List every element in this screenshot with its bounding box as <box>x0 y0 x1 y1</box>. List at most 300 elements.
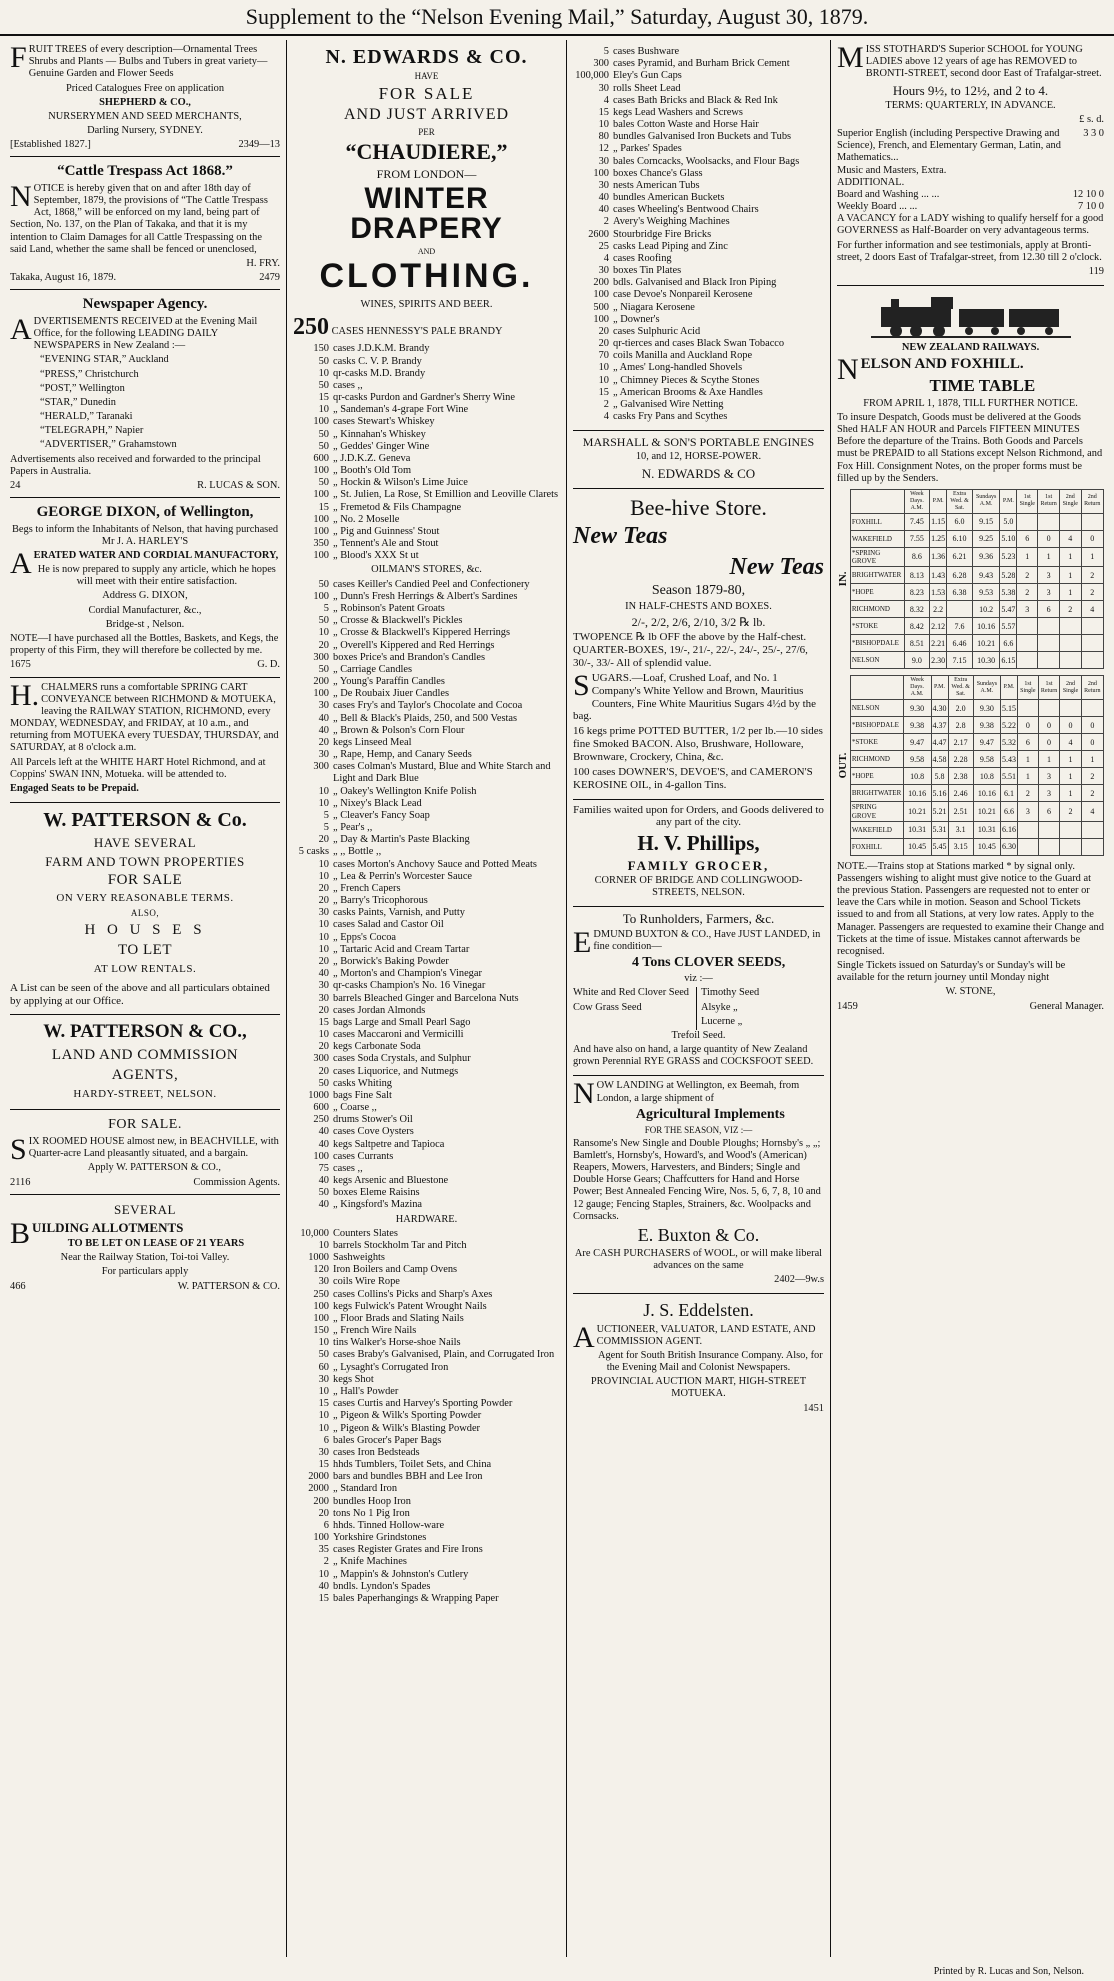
item-quantity: 50 <box>318 1349 329 1361</box>
time-cell <box>1038 821 1060 838</box>
locomotive-icon <box>871 293 1071 339</box>
item-text: „ Barry's Tricophorous <box>333 895 428 907</box>
ad-line: FROM LONDON— <box>376 166 477 181</box>
list-item <box>293 1264 560 1276</box>
list-item <box>293 627 560 639</box>
list-item <box>293 453 560 465</box>
ad-body: RUIT TREES of every description—Ornamental Trees Shrubs and Plants — Bulbs and Tubers in great variety—Genuine Garden and Flower Seeds <box>28 44 268 80</box>
item-quantity: 50 <box>318 578 329 590</box>
ad-line: H O U S E S <box>84 921 206 938</box>
time-cell: 6.21 <box>947 547 973 566</box>
list-item <box>293 550 560 562</box>
time-cell: 8.13 <box>904 567 929 584</box>
ad-line: 4 Tons CLOVER SEEDS, <box>632 954 786 970</box>
item-quantity: 10 <box>318 797 329 809</box>
time-cell: 1.36 <box>930 547 947 566</box>
list-item <box>293 1349 560 1361</box>
ad-terms: TERMS: QUARTERLY, IN ADVANCE. <box>885 99 1056 111</box>
time-cell: 1.43 <box>930 567 947 584</box>
item-quantity: 100 <box>313 688 329 700</box>
ad-body: 16 kegs prime POTTED BUTTER, 1/2 per lb.—10 sides fine Smoked BACON. Also, Brushware, Holloware, Brownware, Crockery, China, &c. <box>573 725 823 763</box>
item-text: cases Salad and Castor Oil <box>333 919 444 931</box>
time-cell: 0 <box>1081 717 1103 734</box>
item-quantity: 10 <box>318 858 329 870</box>
fee-amount: 12 10 0 <box>1072 188 1104 200</box>
item-quantity: 5 <box>323 603 329 614</box>
time-cell: 3 <box>1038 768 1060 785</box>
item-quantity: 40 <box>598 204 609 216</box>
time-cell: 1 <box>1081 751 1103 768</box>
station-name: *HOPE <box>850 768 903 785</box>
item-text: qr-casks M.D. Brandy <box>333 367 426 379</box>
item-quantity: 15 <box>318 1016 329 1028</box>
column-4 <box>831 40 1110 1957</box>
item-quantity: 80 <box>598 131 609 143</box>
time-cell <box>1017 618 1038 635</box>
list-item <box>573 338 824 350</box>
ad-head: ERATED WATER AND CORDIAL MANUFACTORY, <box>33 549 279 561</box>
list-item <box>573 289 824 301</box>
item-text: „ ,, Bottle ,, <box>333 846 382 858</box>
timetable-row <box>850 821 1103 838</box>
time-cell <box>1060 635 1081 652</box>
item-text: „ Hall's Powder <box>333 1386 399 1397</box>
item-text: Sashweights <box>333 1252 385 1264</box>
time-cell: 1 <box>1060 567 1081 584</box>
time-cell: 2 <box>1060 601 1081 618</box>
item-quantity: 40 <box>318 724 329 736</box>
ad-line: AND <box>417 246 436 256</box>
time-cell: 6.6 <box>1000 802 1017 821</box>
list-item <box>293 514 560 526</box>
item-quantity: 6 <box>323 1434 329 1446</box>
time-cell: 5.51 <box>1000 768 1017 785</box>
column-header: P.M. <box>1000 489 1017 513</box>
ad-body: And have also on hand, a large quantity of New Zealand grown Perennial RYE GRASS and COCKSFOOT SEED. <box>573 1044 814 1068</box>
item-text: cases Collins's Picks and Sharp's Axes <box>333 1288 493 1300</box>
ad-line: ALSO, <box>130 908 160 919</box>
time-cell: 8.32 <box>904 601 929 618</box>
item-text: „ Ames' Long-handled Shovels <box>613 362 743 374</box>
item-quantity: 1000 <box>308 1089 329 1101</box>
list-item <box>293 429 560 441</box>
fee-row <box>837 165 1104 177</box>
item-quantity: 100 <box>313 513 329 525</box>
ad-line: Near the Railway Station, Toi-toi Valley. <box>60 1252 230 1264</box>
item-quantity: 30 <box>318 907 329 919</box>
item-quantity: 20 <box>318 1065 329 1077</box>
item-text: qr-casks Purdon and Gardner's Sherry Wine <box>333 392 515 404</box>
time-cell: 6 <box>1038 802 1060 821</box>
time-cell: 10.16 <box>972 618 999 635</box>
ad-parcels: All Parcels left at the WHITE HART Hotel Richmond, and at Coppins' SWAN INN, Motueka. will be attended to. <box>10 756 266 780</box>
paper-list <box>10 354 280 451</box>
list-item <box>293 1175 560 1187</box>
item-text: „ Tartaric Acid and Cream Tartar <box>333 943 470 955</box>
time-cell: 0 <box>1038 530 1060 547</box>
list-item <box>293 579 560 591</box>
item-text: „ Pear's ,, <box>333 822 373 834</box>
station-name: WAKEFIELD <box>850 821 903 838</box>
ad-body: Are CASH PURCHASERS of WOOL, or will make liberal advances on the same <box>574 1247 823 1272</box>
item-text: „ Morton's and Champion's Vinegar <box>333 968 482 980</box>
time-cell: 5.8 <box>931 768 948 785</box>
ad-note: NOTE—I have purchased all the Bottles, Baskets, and Kegs, the property of this Firm, they will therefore be collected by me. <box>10 633 279 657</box>
item-quantity: 150 <box>313 343 329 355</box>
item-text: Eley's Gun Caps <box>613 70 682 82</box>
list-item <box>293 1199 560 1211</box>
timetable-row <box>850 635 1103 652</box>
list-item <box>293 664 560 676</box>
time-cell: 9.58 <box>903 751 931 768</box>
list-item <box>293 749 560 761</box>
time-cell: 7.55 <box>904 530 929 547</box>
item-quantity: 50 <box>318 663 329 675</box>
item-quantity: 5 <box>323 809 329 821</box>
ad-address: Address G. DIXON, <box>102 590 188 602</box>
ad-body: UCTIONEER, VALUATOR, LAND ESTATE, AND COMMISSION AGENT. <box>596 1323 816 1347</box>
list-item <box>293 1017 560 1029</box>
station-name: BRIGHTWATER <box>850 567 904 584</box>
item-quantity: 4 <box>603 94 609 106</box>
list-item <box>573 375 824 387</box>
list-item <box>573 229 824 241</box>
item-quantity: 30 <box>318 749 329 761</box>
time-cell: 9.15 <box>972 513 999 530</box>
paper-item: “HERALD,” Taranaki <box>40 411 133 423</box>
item-text: kegs Saltpetre and Tapioca <box>333 1138 445 1150</box>
ad-line: FARM AND TOWN PROPERTIES <box>45 853 245 869</box>
ad-body: Single Tickets issued on Saturday's or Sunday's will be available for the return journey until Monday night <box>837 960 1066 984</box>
ad-agents: Commission Agents. <box>193 1176 280 1188</box>
item-text: „ Geddes' Ginger Wine <box>333 440 430 452</box>
item-quantity: 100 <box>313 1312 329 1324</box>
list-item <box>293 1544 560 1556</box>
list-item <box>293 356 560 368</box>
time-cell <box>1081 513 1104 530</box>
item-quantity: 10 <box>318 367 329 379</box>
list-item <box>573 265 824 277</box>
item-text: „ Mappin's & Johnston's Cutlery <box>333 1568 469 1580</box>
time-cell: 2 <box>1081 785 1103 802</box>
list-item <box>293 1410 560 1422</box>
item-text: tons No 1 Pig Iron <box>333 1507 410 1519</box>
item-text: casks Fry Pans and Scythes <box>613 411 728 423</box>
item-quantity: 20 <box>318 1507 329 1519</box>
time-cell: 3.1 <box>948 821 973 838</box>
list-item <box>293 526 560 538</box>
time-cell: 0 <box>1060 717 1081 734</box>
time-cell: 3 <box>1017 802 1038 821</box>
list-item <box>293 1252 560 1264</box>
item-quantity: 500 <box>593 301 609 313</box>
item-quantity: 2 <box>603 216 609 228</box>
timetable-row <box>850 567 1103 584</box>
time-cell: 6.46 <box>947 635 973 652</box>
list-item <box>293 591 560 603</box>
time-cell: 3 <box>1038 567 1060 584</box>
item-quantity: 50 <box>318 477 329 489</box>
time-cell: 6.15 <box>1000 652 1017 669</box>
item-quantity: 2 <box>323 1556 329 1568</box>
ad-title: Newspaper Agency. <box>82 296 208 313</box>
item-text: „ Brown & Polson's Corn Flour <box>333 724 465 736</box>
column-header: Extra Wed. & Sat. <box>948 676 973 700</box>
item-text: Avery's Weighing Machines <box>613 216 730 228</box>
time-cell <box>1081 838 1103 855</box>
timetable-row <box>850 785 1103 802</box>
item-text: cases Soda Crystals, and Sulphur <box>333 1053 471 1065</box>
item-quantity: 100 <box>313 1300 329 1312</box>
list-item <box>293 907 560 919</box>
section-head: OILMAN'S STORES, &c. <box>371 564 482 576</box>
teas-line: New Teas <box>573 523 668 550</box>
item-text: nests American Tubs <box>613 179 700 191</box>
ad-signer: R. LUCAS & SON. <box>197 479 280 491</box>
seed-list <box>573 987 824 1030</box>
ad-number: 2479 <box>259 272 280 284</box>
ad-number: 119 <box>1088 265 1104 277</box>
item-quantity: 350 <box>313 538 329 550</box>
list-item <box>293 380 560 392</box>
time-cell: 2 <box>1081 584 1104 601</box>
list-item <box>293 1581 560 1593</box>
ad-number: 24 <box>10 479 21 491</box>
item-text: „ Tennent's Ale and Stout <box>333 538 439 550</box>
item-quantity: 40 <box>318 1175 329 1187</box>
time-cell: 2.0 <box>948 700 973 717</box>
time-cell: 9.30 <box>903 700 931 717</box>
timetable-out-table <box>850 675 1104 855</box>
section-head: HARDWARE. <box>395 1213 458 1225</box>
ad-number: 466 <box>10 1280 26 1292</box>
time-cell: 4 <box>1060 734 1081 751</box>
time-cell: 1 <box>1017 768 1038 785</box>
list-item <box>293 1374 560 1386</box>
ad-newspaper-agency <box>10 290 280 498</box>
item-text: „ Day & Martin's Paste Blacking <box>333 834 470 846</box>
list-item <box>573 277 824 289</box>
item-quantity: 40 <box>318 968 329 980</box>
time-cell: 9.25 <box>972 530 999 547</box>
item-quantity: 20 <box>318 736 329 748</box>
time-cell: 4.47 <box>931 734 948 751</box>
item-quantity: 50 <box>318 1077 329 1089</box>
time-cell: 8.23 <box>904 584 929 601</box>
item-text: boxes Tin Plates <box>613 265 682 277</box>
time-cell <box>1017 838 1038 855</box>
drop-cap: B <box>10 1216 31 1250</box>
item-text: „ Standard Iron <box>333 1483 398 1495</box>
list-item <box>293 441 560 453</box>
winter-drapery: WINTER DRAPERY <box>350 181 503 245</box>
item-quantity: 35 <box>318 1544 329 1556</box>
time-cell: 9.58 <box>973 751 1000 768</box>
timetable-row <box>850 717 1103 734</box>
ad-number: 2116 <box>10 1176 31 1188</box>
time-cell: 6.6 <box>1000 635 1017 652</box>
item-quantity: 20 <box>598 325 609 337</box>
time-cell: 3 <box>1017 601 1038 618</box>
drop-cap: M <box>837 41 864 74</box>
ad-initials: G. D. <box>257 659 280 671</box>
time-cell: 1 <box>1060 584 1081 601</box>
time-cell: 8.51 <box>904 635 929 652</box>
drop-cap: N <box>837 353 859 387</box>
ad-body: A VACANCY for a LADY wishing to qualify herself for a good GOVERNESS as Half-Boarder on very advantageous terms. <box>837 213 1104 237</box>
timetable-row <box>850 601 1103 618</box>
ad-title: N. EDWARDS & CO. <box>325 46 528 68</box>
item-quantity: 100 <box>593 289 609 301</box>
ad-address: Cordial Manufacturer, &c., <box>88 604 202 616</box>
ad-body: A List can be seen of the above and all particulars obtained by applying at our Office. <box>10 981 270 1007</box>
item-text: „ Bell & Black's Plaids, 250, and 500 Vestas <box>333 712 518 724</box>
item-quantity: 30 <box>598 179 609 191</box>
item-quantity: 100 <box>313 525 329 537</box>
list-item <box>293 1029 560 1041</box>
time-cell: 5.31 <box>931 821 948 838</box>
station-name: SPRING GROVE <box>850 802 903 821</box>
fee-label: Weekly Board ... ... <box>837 201 918 213</box>
columns <box>4 40 1110 1957</box>
paper-item: “STAR,” Dunedin <box>40 396 116 408</box>
list-item <box>293 404 560 416</box>
item-quantity: 300 <box>313 651 329 663</box>
item-text: qr-tierces and cases Black Swan Tobacco <box>613 338 785 350</box>
list-item <box>293 1496 560 1508</box>
item-quantity: 5 casks <box>298 846 329 858</box>
time-cell: 10.2 <box>972 601 999 618</box>
ad-line: FOR THE SEASON, VIZ :— <box>644 1125 753 1136</box>
station-name: FOXHILL <box>850 838 903 855</box>
ad-title: Agricultural Implements <box>635 1106 785 1122</box>
paper-item: “TELEGRAPH,” Napier <box>40 425 144 437</box>
ad-number: 1675 <box>10 659 31 671</box>
item-text: bars and bundles BBH and Lee Iron <box>333 1471 483 1483</box>
item-text: „ Pig and Guinness' Stout <box>333 525 440 537</box>
list-item <box>573 168 824 180</box>
time-cell <box>1081 700 1103 717</box>
item-quantity: 4 <box>603 411 609 423</box>
item-text: bundles American Buckets <box>613 192 725 204</box>
item-text: „ Downer's <box>613 313 660 325</box>
time-cell: 10.31 <box>973 821 1000 838</box>
time-cell: 2.17 <box>948 734 973 751</box>
list-item <box>293 968 560 980</box>
item-text: „ Kinnahan's Whiskey <box>333 428 426 440</box>
time-cell <box>1017 513 1038 530</box>
time-cell <box>1038 513 1060 530</box>
item-text: „ Coarse ,, <box>333 1102 377 1114</box>
ad-apply: Apply W. PATTERSON & CO., <box>87 1162 221 1174</box>
time-cell: 9.30 <box>973 700 1000 717</box>
item-quantity: 600 <box>313 1102 329 1114</box>
time-cell: 1 <box>1038 547 1060 566</box>
fee-label: ADDITIONAL. <box>837 176 905 188</box>
item-quantity: 300 <box>313 1053 329 1065</box>
fee-row <box>837 189 1104 201</box>
item-quantity: 15 <box>318 1459 329 1471</box>
time-cell: 10.21 <box>973 802 1000 821</box>
paper-item: “EVENING STAR,” Auckland <box>40 354 169 366</box>
item-quantity: 50 <box>318 428 329 440</box>
item-text: „ Pigeon & Wilk's Sporting Powder <box>333 1410 482 1422</box>
time-cell: 2 <box>1081 567 1104 584</box>
list-item <box>573 192 824 204</box>
item-quantity: 20 <box>318 895 329 907</box>
list-item <box>293 1532 560 1544</box>
list-item <box>573 387 824 399</box>
ad-intro: Begs to inform the Inhabitants of Nelson, that having purchased Mr J. A. HARLEY'S <box>11 523 279 547</box>
item-text: „ Blood's XXX St ut <box>333 550 419 562</box>
item-quantity: 600 <box>313 452 329 464</box>
item-text: „ No. 2 Moselle <box>333 513 400 525</box>
ad-trade: NURSERYMEN AND SEED MERCHANTS, <box>48 110 242 122</box>
ad-signer: W. PATTERSON & CO. <box>177 1280 280 1292</box>
time-cell: 5.45 <box>931 838 948 855</box>
list-item <box>293 392 560 404</box>
time-cell: 9.53 <box>972 584 999 601</box>
column-header: Sundays A.M. <box>973 676 1000 700</box>
ad-line: IN HALF-CHESTS AND BOXES. <box>625 601 772 612</box>
item-text: „ Overell's Kippered and Red Herrings <box>333 639 495 651</box>
list-item <box>573 362 824 374</box>
item-text: „ Kingsford's Mazina <box>333 1199 423 1211</box>
ad-body: Agent for South British Insurance Company. Also, for the Evening Mail and Colonist Newspapers. <box>597 1349 823 1374</box>
item-text: „ Nixey's Black Lead <box>333 797 422 809</box>
item-text: boxes Price's and Brandon's Candles <box>333 651 486 663</box>
list-item <box>293 1483 560 1495</box>
time-cell: 2.46 <box>948 785 973 802</box>
item-quantity: 10 <box>318 1410 329 1422</box>
time-cell <box>1038 618 1060 635</box>
item-quantity: 30 <box>318 1373 329 1385</box>
item-text: bales Corncacks, Woolsacks, and Flour Bags <box>613 155 800 167</box>
ad-line: 10, and 12, HORSE-POWER. <box>635 451 762 463</box>
item-text: „ French Wire Nails <box>333 1325 417 1337</box>
item-text: cases J.D.K.M. Brandy <box>333 343 430 355</box>
list-item <box>293 761 560 785</box>
time-cell: 9.43 <box>972 567 999 584</box>
paper-item: “PRESS,” Christchurch <box>40 368 139 380</box>
item-quantity: 10 <box>318 870 329 882</box>
item-text: „ Epps's Cocoa <box>333 931 397 943</box>
item-quantity: 15 <box>318 501 329 513</box>
item-quantity: 40 <box>318 1138 329 1150</box>
item-quantity: 30 <box>318 980 329 992</box>
timetable-row <box>850 838 1103 855</box>
seed-item: Alsyke „ <box>701 1001 738 1013</box>
time-cell: 1 <box>1060 751 1081 768</box>
time-cell: 5.38 <box>1000 584 1017 601</box>
list-item <box>293 489 560 501</box>
item-text: casks Lead Piping and Zinc <box>613 240 728 252</box>
station-name: *BISHOPDALE <box>850 635 904 652</box>
ad-seats: Engaged Seats to be Prepaid. <box>10 782 139 794</box>
list-item <box>293 980 560 992</box>
ad-body: OW LANDING at Wellington, ex Beemah, from London, a large shipment of <box>596 1080 800 1104</box>
list-item <box>573 204 824 216</box>
item-quantity: 30 <box>318 700 329 712</box>
time-cell: 2 <box>1017 584 1038 601</box>
item-text: case Devoe's Nonpareil Kerosene <box>613 289 753 301</box>
column-header: 1st Return <box>1038 489 1060 513</box>
teas-line: New Teas <box>729 553 824 580</box>
item-quantity: 50 <box>318 379 329 391</box>
time-cell: 5.28 <box>1000 567 1017 584</box>
list-item <box>573 156 824 168</box>
timetable-row <box>850 530 1103 547</box>
